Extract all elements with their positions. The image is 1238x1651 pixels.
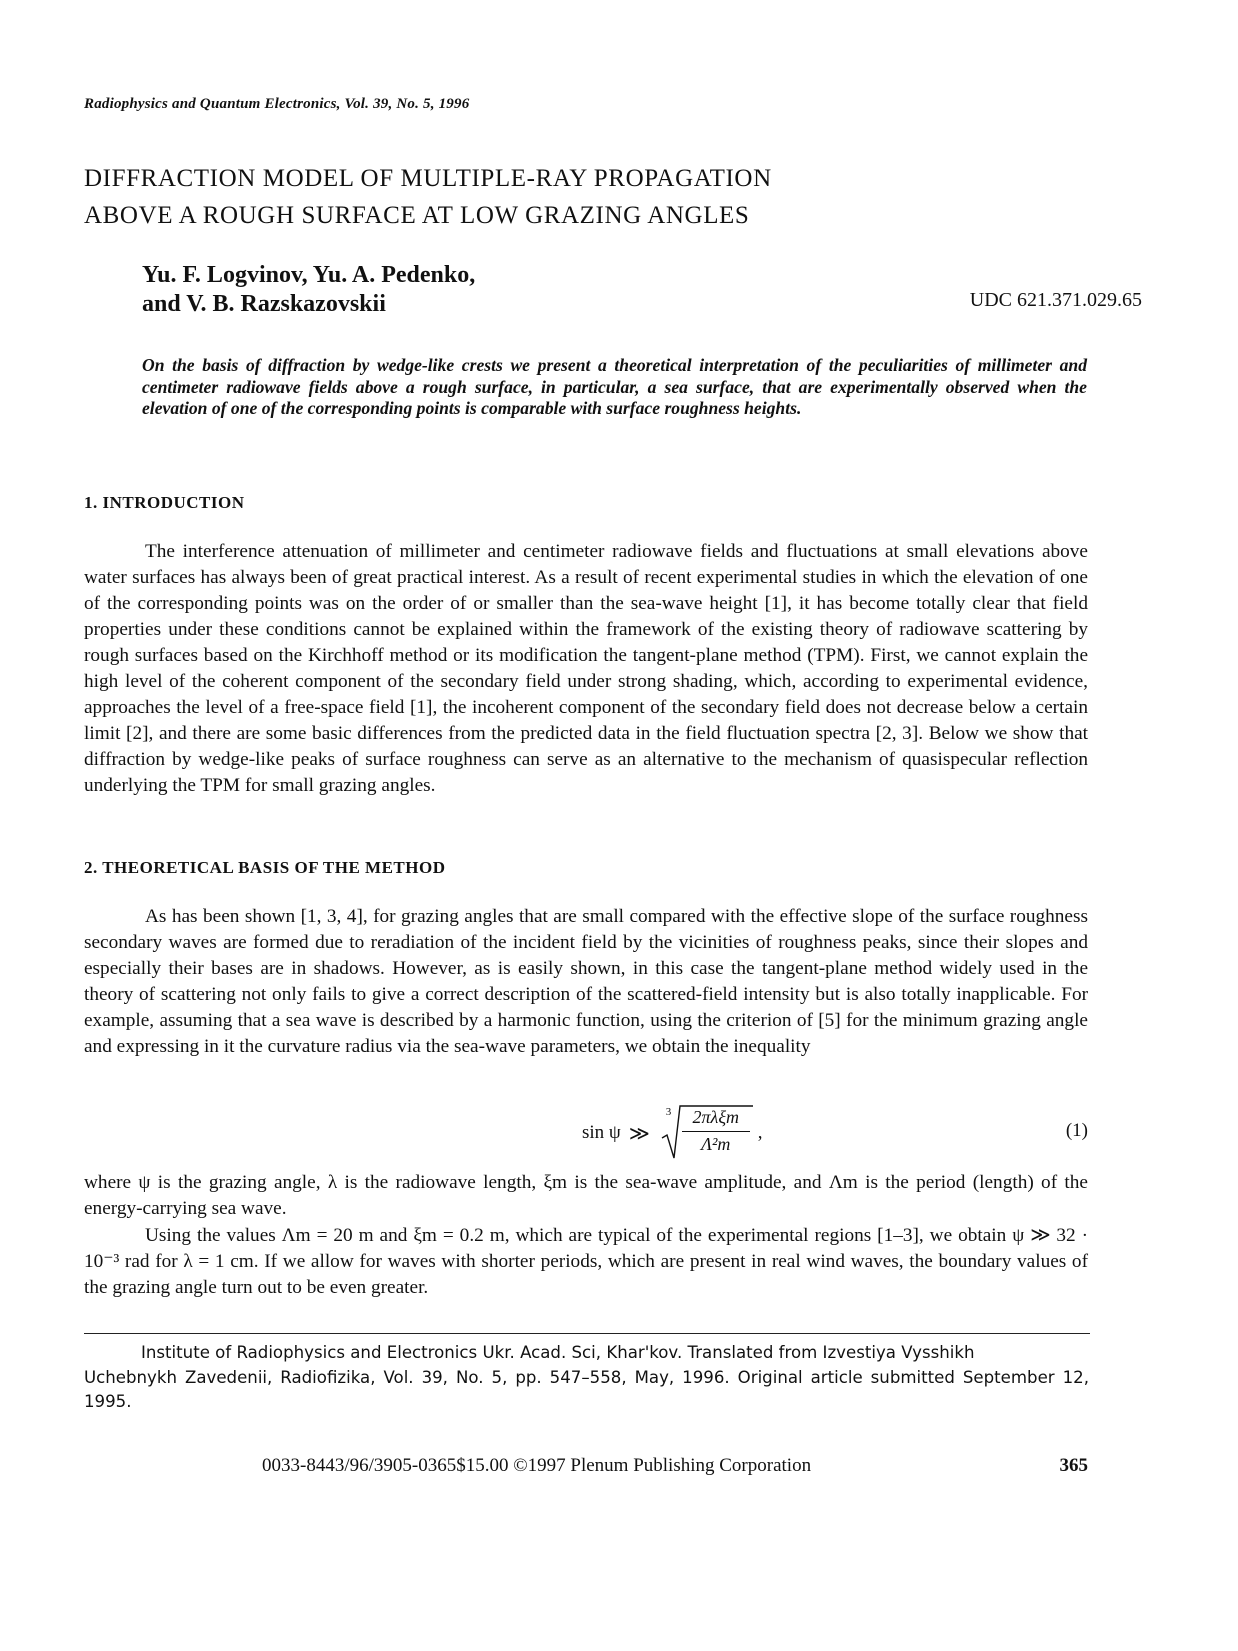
abstract: On the basis of diffraction by wedge-like crests we present a theoretical interpretation of the peculiarities of millimeter and centimeter radiowave fields above a rough surface, in particular, a sea surface, that are experimentally observed when the elevation of one of the corresponding points is comparable with surface roughness heights. (142, 355, 1087, 418)
equation-number: (1) (1065, 1120, 1088, 1141)
equation-relation: ≫ (628, 1122, 650, 1145)
title-line-1: DIFFRACTION MODEL OF MULTIPLE-RAY PROPAGATION (84, 165, 772, 192)
fraction-denominator: Λ²m (701, 1134, 731, 1154)
authors-line-1: Yu. F. Logvinov, Yu. A. Pedenko, (142, 262, 476, 288)
article-title (84, 160, 1134, 234)
authors-line-2: and V. B. Razskazovskii (142, 291, 386, 317)
journal-citation: Radiophysics and Quantum Electronics, Vol. 39, No. 5, 1996 (84, 96, 470, 112)
cube-root (660, 1104, 754, 1162)
footnote-line-1: Institute of Radiophysics and Electronics Ukr. Acad. Sci, Khar'kov. Translated from Izvestiya Vysshikh (141, 1343, 975, 1362)
equation-lhs: sin ψ (582, 1122, 621, 1143)
title-line-2: ABOVE A ROUGH SURFACE AT LOW GRAZING ANGLES (84, 202, 750, 229)
introduction-paragraph: The interference attenuation of millimeter and centimeter radiowave fields and fluctuations at small elevations above water surfaces has always been of great practical interest. As a result of recent experimental studies in which the elevation of one of the corresponding points was on the order of or smaller than the sea-wave height [1], it has become totally clear that field properties under these conditions cannot be explained within the framework of the existing theory of radiowave scattering by rough surfaces based on the Kirchhoff method or its modification the tangent-plane method (TPM). First, we cannot explain the high level of the coherent component of the secondary field under strong shading, which, according to experimental evidence, approaches the level of a free-space field [1], the incoherent component of the secondary field does not decrease below a certain limit [2], and there are some basic differences from the predicted data in the field fluctuation spectra [2, 3]. Below we show that diffraction by wedge-like peaks of surface roughness can serve as an alternative to the mechanism of quasispecular reflection underlying the TPM for small grazing angles. (84, 541, 1088, 796)
footnote-continuation: Uchebnykh Zavedenii, Radiofizika, Vol. 39, No. 5, pp. 547–558, May, 1996. Original article submitted September 12, 1995. (84, 1367, 1089, 1411)
affiliation-footnote (84, 1341, 1089, 1415)
authors (142, 261, 842, 319)
theory-paragraph-3: Using the values Λm = 20 m and ξm = 0.2 m, which are typical of the experimental regions [1–3], we obtain ψ ≫ 32 · 10⁻³ rad for λ = 1 cm. If we allow for waves with shorter periods, which are present in real wind waves, the boundary values of the grazing angle turn out to be even greater. (84, 1225, 1088, 1298)
page-number: 365 (1059, 1455, 1088, 1476)
equation-fraction (682, 1104, 750, 1156)
section-heading-theory: 2. THEORETICAL BASIS OF THE METHOD (84, 858, 446, 877)
copyright-line: 0033-8443/96/3905-0365$15.00 ©1997 Plenum Publishing Corporation (262, 1455, 812, 1476)
root-index: 3 (665, 1106, 672, 1118)
equation-body (582, 1104, 763, 1162)
equation-comma: , (757, 1122, 763, 1143)
fraction-numerator: 2πλξm (682, 1104, 750, 1132)
section-heading-introduction: 1. INTRODUCTION (84, 493, 245, 512)
theory-paragraph-1: As has been shown [1, 3, 4], for grazing angles that are small compared with the effective slope of the surface roughness secondary waves are formed due to reradiation of the incident field by the vicinities of roughness peaks, since their slopes and especially their bases are in shadows. However, as is easily shown, in this case the tangent-plane method widely used in the theory of scattering not only fails to give a correct description of the scattered-field intensity but is also totally inapplicable. For example, assuming that a sea wave is described by a harmonic function, using the criterion of [5] for the minimum grazing angle and expressing in it the curvature radius via the sea-wave parameters, we obtain the inequality (84, 906, 1088, 1057)
udc-code: UDC 621.371.029.65 (969, 289, 1142, 311)
theory-paragraph-2: where ψ is the grazing angle, λ is the radiowave length, ξm is the sea-wave amplitude, and Λm is the period (length) of the energy-carrying sea wave. (84, 1172, 1088, 1219)
footnote-divider (84, 1333, 1090, 1334)
equation-1 (84, 1098, 1088, 1168)
